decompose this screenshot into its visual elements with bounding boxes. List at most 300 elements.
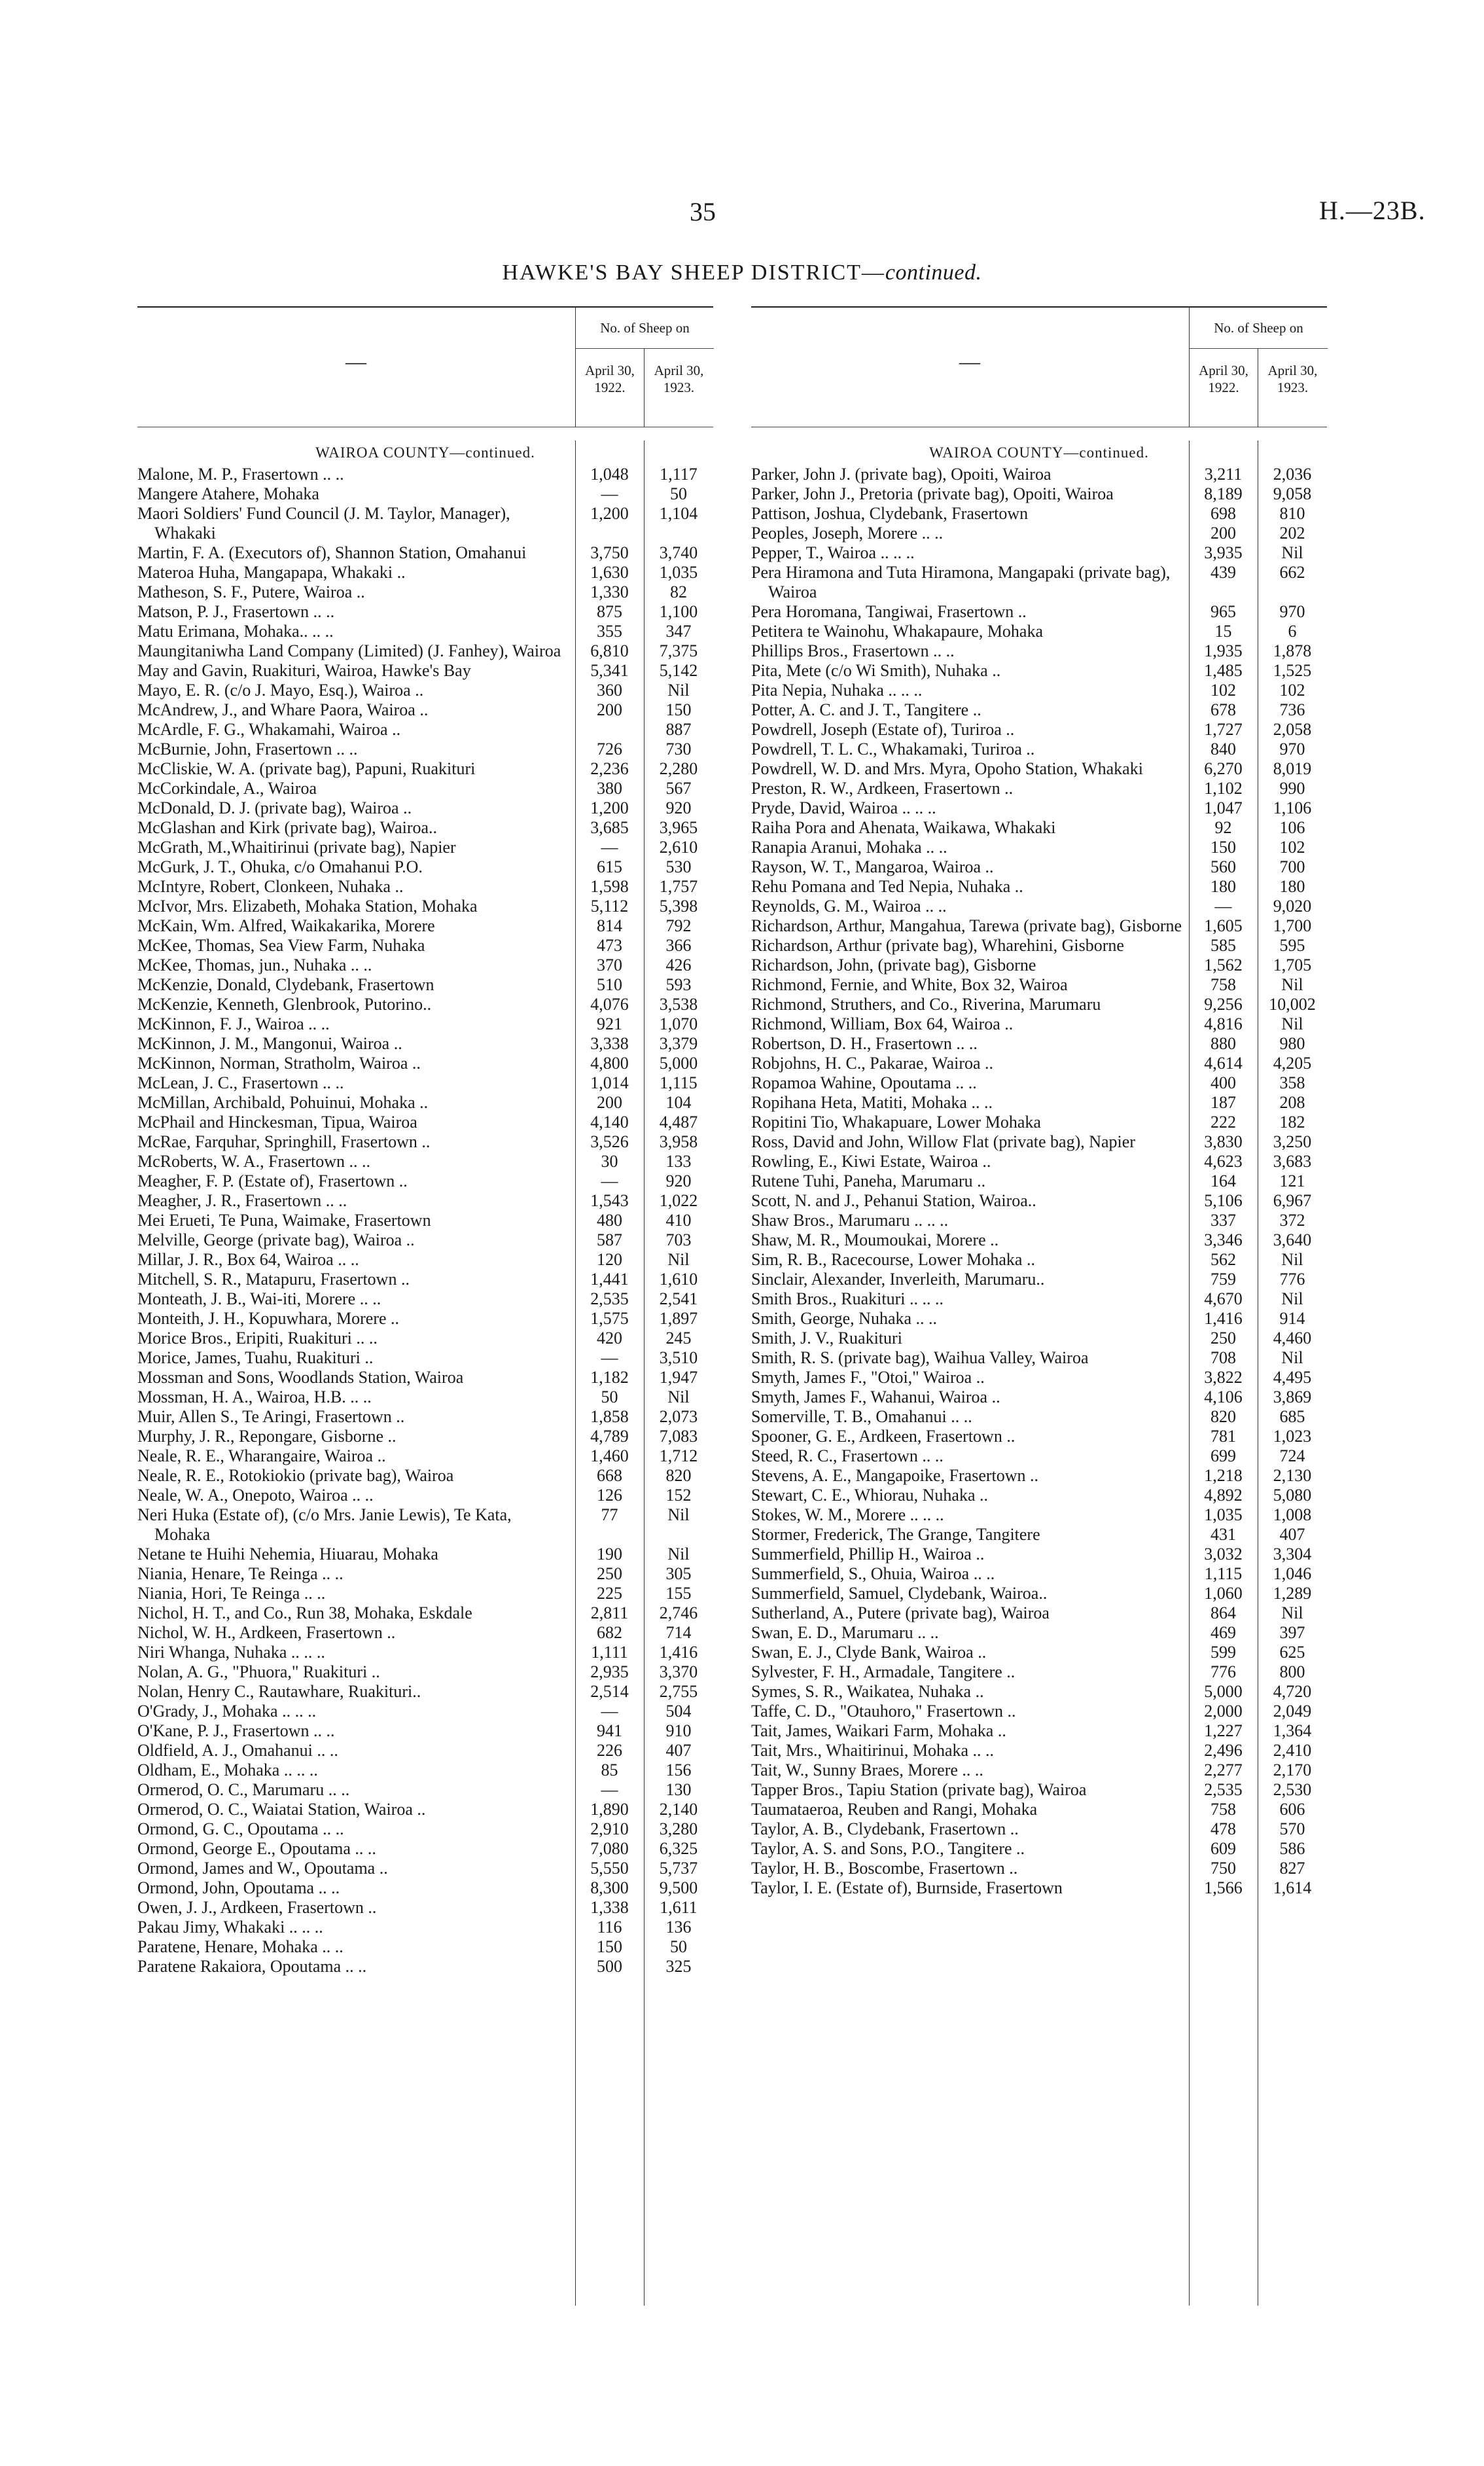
sheep-1922-cell: 4,076	[590, 995, 629, 1014]
owner-name-cell: Monteath, J. B., Wai-iti, Morere .. ..	[137, 1289, 381, 1308]
sheep-1923-cell: 8,019	[1273, 759, 1312, 778]
sheep-1922-cell: 1,441	[590, 1270, 629, 1289]
title-continued: continued.	[885, 260, 982, 285]
table-row	[137, 700, 713, 720]
sheep-1923-cell: 530	[665, 857, 692, 876]
owner-name-cell: Steed, R. C., Frasertown .. ..	[751, 1446, 944, 1465]
sheep-1922-cell: 1,890	[590, 1800, 629, 1819]
sheep-1923-cell: 4,205	[1273, 1054, 1312, 1073]
sheep-1922-cell: 668	[597, 1466, 622, 1485]
sheep-1923-cell: 4,460	[1273, 1329, 1312, 1348]
table-row	[137, 740, 713, 759]
sheep-1922-cell: 1,562	[1204, 956, 1243, 974]
table-row	[137, 1780, 713, 1800]
sheep-1923-cell: 4,495	[1273, 1368, 1312, 1387]
table-row	[751, 1093, 1327, 1113]
sheep-1922-cell: 92	[1214, 818, 1232, 837]
sheep-1923-cell: 202	[1279, 524, 1305, 543]
owner-name-cell: Matu Erimana, Mohaka.. .. ..	[137, 622, 334, 641]
owner-name-cell: Rayson, W. T., Mangaroa, Wairoa ..	[751, 857, 994, 876]
table-row	[137, 798, 713, 818]
table-row	[751, 543, 1327, 563]
sheep-1923-cell: 407	[1279, 1525, 1305, 1544]
table-row	[137, 1270, 713, 1289]
sheep-1922-cell: 8,300	[590, 1878, 629, 1897]
owner-name-cell: Sinclair, Alexander, Inverleith, Marumaru..	[751, 1270, 1045, 1289]
section-heading: WAIROA COUNTY—continued.	[315, 444, 535, 461]
owner-name-cell: Netane te Huihi Nehemia, Hiuarau, Mohaka	[137, 1545, 438, 1564]
table-row	[137, 1878, 713, 1898]
owner-name-cell: Maori Soldiers' Fund Council (J. M. Taylor, Manager), Whakaki	[137, 504, 510, 543]
sheep-1923-cell: Nil	[1281, 1348, 1303, 1367]
sheep-1923-cell: 990	[1279, 779, 1305, 798]
sheep-1922-cell: 431	[1210, 1525, 1236, 1544]
sheep-1922-cell: —	[601, 484, 618, 503]
sheep-1922-cell: 200	[597, 700, 622, 719]
table-row	[137, 484, 713, 504]
sheep-1922-cell: 5,000	[1204, 1682, 1243, 1701]
sheep-1922-cell: 3,526	[590, 1132, 629, 1151]
sheep-1923-cell: 407	[665, 1741, 692, 1760]
owner-name-cell: Peoples, Joseph, Morere .. ..	[751, 524, 944, 543]
sheep-1923-cell: Nil	[1281, 1014, 1303, 1033]
owner-name-cell: Morice, James, Tuahu, Ruakituri ..	[137, 1348, 374, 1367]
table-row	[137, 1113, 713, 1132]
owner-name-cell: Symes, S. R., Waikatea, Nuhaka ..	[751, 1682, 984, 1701]
sheep-1923-cell: 155	[665, 1584, 692, 1603]
sheep-1922-cell: 3,338	[590, 1034, 629, 1053]
sheep-1923-cell: 1,070	[659, 1014, 698, 1033]
sheep-1922-cell: 2,535	[1204, 1780, 1243, 1799]
sheep-1923-cell: 5,737	[659, 1859, 698, 1878]
sheep-1922-cell: 4,800	[590, 1054, 629, 1073]
owner-name-cell: Muir, Allen S., Te Aringi, Frasertown ..	[137, 1407, 405, 1426]
sheep-1922-cell: 150	[597, 1937, 622, 1956]
owner-name-cell: Parker, John J. (private bag), Opoiti, Wairoa	[751, 465, 1051, 484]
owner-name-cell: McDonald, D. J. (private bag), Wairoa ..	[137, 798, 412, 817]
owner-name-cell: Swan, E. J., Clyde Bank, Wairoa ..	[751, 1643, 987, 1662]
sheep-1922-cell: 840	[1210, 740, 1236, 759]
table-row	[137, 1014, 713, 1034]
sheep-1922-cell: 864	[1210, 1603, 1236, 1622]
sheep-1922-cell: 820	[1210, 1407, 1236, 1426]
owner-name-cell: Neri Huka (Estate of), (c/o Mrs. Janie Lewis), Te Kata, Mohaka	[137, 1505, 512, 1544]
sheep-1923-cell: 736	[1279, 700, 1305, 719]
sheep-1923-cell: Nil	[667, 1250, 690, 1269]
sheep-1922-cell: 2,910	[590, 1819, 629, 1838]
sheep-1922-cell: 1,566	[1204, 1878, 1243, 1897]
table-row	[751, 838, 1327, 857]
sheep-1923-cell: Nil	[1281, 1289, 1303, 1308]
owner-name-cell: Summerfield, Phillip H., Wairoa ..	[751, 1545, 985, 1564]
sheep-1923-cell: 4,720	[1273, 1682, 1312, 1701]
owner-name-cell: Stormer, Frederick, The Grange, Tangitere	[751, 1525, 1040, 1544]
owner-name-cell: May and Gavin, Ruakituri, Wairoa, Hawke's Bay	[137, 661, 471, 680]
sheep-1922-cell: 965	[1210, 602, 1236, 621]
sheep-1923-cell: 1,700	[1273, 916, 1312, 935]
sheep-1923-cell: 245	[665, 1329, 692, 1348]
sheep-1922-cell: 180	[1210, 877, 1236, 896]
sheep-1922-cell: —	[1214, 897, 1232, 916]
sheep-1922-cell: 921	[597, 1014, 622, 1033]
table-row	[137, 1348, 713, 1368]
sheep-1923-cell: 2,530	[1273, 1780, 1312, 1799]
table-row	[137, 877, 713, 897]
owner-name-cell: Sutherland, A., Putere (private bag), Wairoa	[751, 1603, 1050, 1622]
sheep-1923-cell: Nil	[1281, 1603, 1303, 1622]
sheep-1922-cell: 1,102	[1204, 779, 1243, 798]
sheep-1923-cell: 1,705	[1273, 956, 1312, 974]
sheep-1923-cell: 1,757	[659, 877, 698, 896]
owner-name-cell: Pita Nepia, Nuhaka .. .. ..	[751, 681, 923, 700]
sheep-1922-cell: 758	[1210, 1800, 1236, 1819]
sheep-1922-cell: —	[601, 838, 618, 857]
owner-name-cell: Raiha Pora and Ahenata, Waikawa, Whakaki	[751, 818, 1056, 837]
table-row	[137, 1191, 713, 1211]
sheep-1923-cell: 152	[665, 1486, 692, 1505]
table-row	[751, 1073, 1327, 1093]
sheep-1922-cell: 562	[1210, 1250, 1236, 1269]
owner-name-cell: Mossman and Sons, Woodlands Station, Wairoa	[137, 1368, 464, 1387]
date-1923-header: April 30, 1923.	[644, 349, 713, 427]
owner-name-cell: Nolan, Henry C., Rautawhare, Ruakituri..	[137, 1682, 421, 1701]
sheep-1923-cell: 305	[665, 1564, 692, 1583]
sheep-1923-cell: 980	[1279, 1034, 1305, 1053]
sheep-1923-cell: 1,947	[659, 1368, 698, 1387]
owner-name-cell: Stevens, A. E., Mangapoike, Frasertown ..	[751, 1466, 1039, 1485]
owner-name-cell: Mayo, E. R. (c/o J. Mayo, Esq.), Wairoa ..	[137, 681, 424, 700]
sheep-1922-cell: 250	[1210, 1329, 1236, 1348]
table-row	[137, 582, 713, 602]
sheep-1922-cell: 6,270	[1204, 759, 1243, 778]
table-row	[751, 1191, 1327, 1211]
table-row	[751, 1132, 1327, 1152]
sheep-1922-cell: 30	[601, 1152, 618, 1171]
sheep-1923-cell: 2,280	[659, 759, 698, 778]
table-row	[751, 1113, 1327, 1132]
sheep-1923-cell: 5,000	[659, 1054, 698, 1073]
owner-name-cell: McArdle, F. G., Whakamahi, Wairoa ..	[137, 720, 401, 739]
owner-name-cell: Powdrell, T. L. C., Whakamaki, Turiroa ..	[751, 740, 1035, 759]
table-row	[751, 1525, 1327, 1545]
table-row	[137, 1898, 713, 1918]
table-row	[751, 622, 1327, 641]
sheep-1923-cell: 1,023	[1273, 1427, 1312, 1446]
owner-name-cell: Powdrell, Joseph (Estate of), Turiroa ..	[751, 720, 1015, 739]
sheep-1923-cell: 102	[1279, 838, 1305, 857]
owner-name-cell: Phillips Bros., Frasertown .. ..	[751, 641, 955, 660]
sheep-1922-cell: 682	[597, 1623, 622, 1642]
table-row	[751, 956, 1327, 975]
sheep-1923-cell: 1,115	[660, 1073, 698, 1092]
sheep-1923-cell: 7,083	[659, 1427, 698, 1446]
sheep-1922-cell: 187	[1210, 1093, 1236, 1112]
sheep-1923-cell: 5,080	[1273, 1486, 1312, 1505]
owner-name-cell: Scott, N. and J., Pehanui Station, Wairoa..	[751, 1191, 1036, 1210]
sheep-1923-cell: 50	[670, 1937, 687, 1956]
owner-name-cell: Paratene, Henare, Mohaka .. ..	[137, 1937, 344, 1956]
owner-name-cell: Rehu Pomana and Ted Nepia, Nuhaka ..	[751, 877, 1023, 896]
owner-name-cell: Niania, Hori, Te Reinga .. ..	[137, 1584, 326, 1603]
owner-name-cell: McBurnie, John, Frasertown .. ..	[137, 740, 358, 759]
owner-name-cell: McGurk, J. T., Ohuka, c/o Omahanui P.O.	[137, 857, 423, 876]
table-row	[751, 1545, 1327, 1564]
sheep-1923-cell: 593	[665, 975, 692, 994]
sheep-count-header: No. of Sheep on	[575, 308, 714, 349]
sheep-1923-cell: 504	[665, 1702, 692, 1721]
sheep-1923-cell: 9,020	[1273, 897, 1312, 916]
table-row	[751, 897, 1327, 916]
sheep-1922-cell: 587	[597, 1230, 622, 1249]
sheep-1922-cell: 478	[1210, 1819, 1236, 1838]
table-row	[751, 1780, 1327, 1800]
table-row	[137, 838, 713, 857]
table-row	[137, 897, 713, 916]
sheep-1923-cell: 4,487	[659, 1113, 698, 1132]
owner-name-cell: Sim, R. B., Racecourse, Lower Mohaka ..	[751, 1250, 1035, 1269]
date-1923-header: April 30, 1923.	[1258, 349, 1327, 427]
sheep-1923-cell: Nil	[667, 681, 690, 700]
right-table	[751, 306, 1327, 2306]
sheep-1923-cell: 970	[1279, 740, 1305, 759]
sheep-1923-cell: 7,375	[659, 641, 698, 660]
table-row	[137, 1918, 713, 1937]
sheep-1922-cell: 1,630	[590, 563, 629, 582]
sheep-1922-cell: 1,218	[1204, 1466, 1243, 1485]
table-row	[137, 1839, 713, 1859]
table-row	[751, 1741, 1327, 1760]
owner-name-cell: Taffe, C. D., "Otauhoro," Frasertown ..	[751, 1702, 1016, 1721]
owner-name-cell: Murphy, J. R., Repongare, Gisborne ..	[137, 1427, 397, 1446]
table-row	[751, 1309, 1327, 1329]
owner-name-cell: O'Kane, P. J., Frasertown .. ..	[137, 1721, 335, 1740]
date-1922-header: April 30, 1922.	[575, 349, 644, 427]
owner-name-cell: McGrath, M.,Whaitirinui (private bag), Napier	[137, 838, 456, 857]
sheep-1923-cell: 714	[665, 1623, 692, 1642]
sheep-1922-cell: 880	[1210, 1034, 1236, 1053]
sheep-1922-cell: 1,047	[1204, 798, 1243, 817]
table-row	[137, 622, 713, 641]
sheep-1923-cell: 724	[1279, 1446, 1305, 1465]
owner-name-cell: Pattison, Joshua, Clydebank, Frasertown	[751, 504, 1029, 523]
table-row	[751, 720, 1327, 740]
owner-name-cell: Richardson, Arthur, Mangahua, Tarewa (private bag), Gisborne	[751, 916, 1182, 935]
owner-name-cell: Smith, R. S. (private bag), Waihua Valley, Wairoa	[751, 1348, 1089, 1367]
sheep-1922-cell: 473	[597, 936, 622, 955]
table-row	[751, 1682, 1327, 1702]
sheep-1923-cell: 887	[665, 720, 692, 739]
sheep-1922-cell: 420	[597, 1329, 622, 1348]
table-row	[751, 563, 1327, 602]
owner-name-cell: Ormond, James and W., Opoutama ..	[137, 1859, 388, 1878]
owner-name-cell: Ropitini Tio, Whakapuare, Lower Mohaka	[751, 1113, 1041, 1132]
sheep-1923-cell: 3,740	[659, 543, 698, 562]
sheep-1923-cell: 3,965	[659, 818, 698, 837]
owner-name-cell: Preston, R. W., Ardkeen, Frasertown ..	[751, 779, 1014, 798]
sheep-1922-cell: 1,338	[590, 1898, 629, 1917]
table-row	[137, 1289, 713, 1309]
sheep-1922-cell: 1,485	[1204, 661, 1243, 680]
sheep-1922-cell: 1,182	[590, 1368, 629, 1387]
table-row	[137, 1859, 713, 1878]
table-row	[137, 759, 713, 779]
table-row	[751, 1270, 1327, 1289]
table-row	[137, 1387, 713, 1407]
sheep-1923-cell: 606	[1279, 1800, 1305, 1819]
sheep-1923-cell: 1,525	[1273, 661, 1312, 680]
sheep-1922-cell: 4,789	[590, 1427, 629, 1446]
table-row	[751, 1289, 1327, 1309]
table-row	[751, 1152, 1327, 1171]
table-row	[751, 1859, 1327, 1878]
owner-name-cell: Tait, W., Sunny Braes, Morere .. ..	[751, 1760, 983, 1779]
sheep-1922-cell: 2,236	[590, 759, 629, 778]
table-row	[137, 1682, 713, 1702]
sheep-1922-cell: 4,614	[1204, 1054, 1243, 1073]
sheep-1923-cell: 5,142	[659, 661, 698, 680]
sheep-1923-cell: 358	[1279, 1073, 1305, 1092]
owner-name-cell: Richardson, Arthur (private bag), Wharehini, Gisborne	[751, 936, 1124, 955]
table-row	[137, 720, 713, 740]
owner-name-cell: Millar, J. R., Box 64, Wairoa .. ..	[137, 1250, 359, 1269]
owner-name-cell: Malone, M. P., Frasertown .. ..	[137, 465, 344, 484]
table-row	[751, 1564, 1327, 1584]
table-row	[137, 1407, 713, 1427]
sheep-1923-cell: 1,046	[1273, 1564, 1312, 1583]
owner-name-cell: McKenzie, Donald, Clydebank, Frasertown	[137, 975, 434, 994]
sheep-1922-cell: 3,822	[1204, 1368, 1243, 1387]
owner-name-cell: Tait, James, Waikari Farm, Mohaka ..	[751, 1721, 1006, 1740]
table-row	[137, 681, 713, 700]
sheep-1923-cell: 133	[665, 1152, 692, 1171]
table-row	[137, 1309, 713, 1329]
table-row	[137, 1937, 713, 1957]
sheep-1922-cell: 3,032	[1204, 1545, 1243, 1564]
sheep-1922-cell: 1,858	[590, 1407, 629, 1426]
owner-name-cell: McKain, Wm. Alfred, Waikakarika, Morere	[137, 916, 435, 935]
table-row	[137, 1702, 713, 1721]
sheep-1923-cell: 1,104	[659, 504, 698, 523]
sheep-1923-cell: 50	[670, 484, 687, 503]
sheep-1922-cell: 2,935	[590, 1662, 629, 1681]
table-row	[137, 1250, 713, 1270]
owner-name-cell: Pita, Mete (c/o Wi Smith), Nuhaka ..	[751, 661, 1001, 680]
sheep-1922-cell: 759	[1210, 1270, 1236, 1289]
sheep-1922-cell: 400	[1210, 1073, 1236, 1092]
sheep-1923-cell: 1,712	[659, 1446, 698, 1465]
sheep-1922-cell: 1,035	[1204, 1505, 1243, 1524]
sheep-1923-cell: 625	[1279, 1643, 1305, 1662]
sheep-1922-cell: 469	[1210, 1623, 1236, 1642]
owner-name-cell: McCorkindale, A., Wairoa	[137, 779, 317, 798]
sheep-1922-cell: 355	[597, 622, 622, 641]
owner-name-cell: Niania, Henare, Te Reinga .. ..	[137, 1564, 344, 1583]
sheep-1922-cell: 1,200	[590, 504, 629, 523]
owner-name-cell: McMillan, Archibald, Pohuinui, Mohaka ..	[137, 1093, 429, 1112]
sheep-1923-cell: 426	[665, 956, 692, 974]
owner-name-cell: Smyth, James F., Wahanui, Wairoa ..	[751, 1387, 1000, 1406]
table-row	[751, 1427, 1327, 1446]
table-row	[137, 543, 713, 563]
sheep-1923-cell: 3,869	[1273, 1387, 1312, 1406]
table-row	[751, 995, 1327, 1014]
owner-name-cell: McPhail and Hinckesman, Tipua, Wairoa	[137, 1113, 417, 1132]
sheep-1922-cell: 698	[1210, 504, 1236, 523]
sheep-1922-cell: 2,496	[1204, 1741, 1243, 1760]
table-row	[751, 1702, 1327, 1721]
owner-name-cell: Ranapia Aranui, Mohaka .. ..	[751, 838, 947, 857]
sheep-1922-cell: 726	[597, 740, 622, 759]
sheep-1922-cell: 1,060	[1204, 1584, 1243, 1603]
owner-name-cell: Neale, R. E., Wharangaire, Wairoa ..	[137, 1446, 386, 1465]
table-row	[751, 798, 1327, 818]
sheep-1922-cell: 3,750	[590, 543, 629, 562]
sheep-1923-cell: 827	[1279, 1859, 1305, 1878]
sheep-1922-cell: 200	[597, 1093, 622, 1112]
table-row	[137, 641, 713, 661]
table-row	[751, 1623, 1327, 1643]
table-row	[137, 818, 713, 838]
owner-name-cell: Taylor, I. E. (Estate of), Burnside, Frasertown	[751, 1878, 1063, 1897]
owner-name-cell: Ormond, John, Opoutama .. ..	[137, 1878, 340, 1897]
owner-name-cell: Pakau Jimy, Whakaki .. .. ..	[137, 1918, 323, 1937]
sheep-1923-cell: 1,611	[660, 1898, 698, 1917]
owner-name-cell: Monteith, J. H., Kopuwhara, Morere ..	[137, 1309, 400, 1328]
table-row	[751, 1230, 1327, 1250]
owner-name-cell: Stewart, C. E., Whiorau, Nuhaka ..	[751, 1486, 988, 1505]
sheep-1922-cell: 9,256	[1204, 995, 1243, 1014]
table-row	[137, 1171, 713, 1191]
table-row	[137, 661, 713, 681]
sheep-1922-cell: 585	[1210, 936, 1236, 955]
table-row	[137, 1741, 713, 1760]
sheep-1923-cell: 970	[1279, 602, 1305, 621]
table-row	[137, 1211, 713, 1230]
sheep-1923-cell: 372	[1279, 1211, 1305, 1230]
owner-name-cell: Smith Bros., Ruakituri .. .. ..	[751, 1289, 944, 1308]
sheep-1923-cell: 3,370	[659, 1662, 698, 1681]
owner-name-cell: Rutene Tuhi, Paneha, Marumaru ..	[751, 1171, 986, 1190]
owner-name-cell: Matheson, S. F., Putere, Wairoa ..	[137, 582, 365, 601]
title-main: HAWKE'S BAY SHEEP DISTRICT—	[502, 260, 885, 285]
sheep-1923-cell: 2,541	[659, 1289, 698, 1308]
table-row	[751, 1348, 1327, 1368]
sheep-1923-cell: 6,967	[1273, 1191, 1312, 1210]
table-row	[751, 818, 1327, 838]
sheep-1922-cell: 875	[597, 602, 622, 621]
sheep-1922-cell: 1,598	[590, 877, 629, 896]
table-row	[751, 1760, 1327, 1780]
sheep-1922-cell: 200	[1210, 524, 1236, 543]
sheep-1923-cell: 150	[665, 700, 692, 719]
sheep-1923-cell: 1,117	[660, 465, 698, 484]
table-row	[751, 465, 1327, 484]
sheep-1922-cell: 3,935	[1204, 543, 1243, 562]
table-row	[751, 740, 1327, 759]
sheep-1923-cell: 9,500	[659, 1878, 698, 1897]
sheep-1923-cell: 2,130	[1273, 1466, 1312, 1485]
sheep-1922-cell: 226	[597, 1741, 622, 1760]
owner-name-cell: Pepper, T., Wairoa .. .. ..	[751, 543, 915, 562]
sheep-1922-cell: 222	[1210, 1113, 1236, 1132]
owner-name-cell: McCliskie, W. A. (private bag), Papuni, Ruakituri	[137, 759, 476, 778]
sheep-1923-cell: Nil	[667, 1387, 690, 1406]
table-row	[751, 1878, 1327, 1898]
sheep-1922-cell: 126	[597, 1486, 622, 1505]
name-column-header: —	[959, 349, 980, 373]
table-row	[137, 1152, 713, 1171]
sheep-1922-cell: 164	[1210, 1171, 1236, 1190]
